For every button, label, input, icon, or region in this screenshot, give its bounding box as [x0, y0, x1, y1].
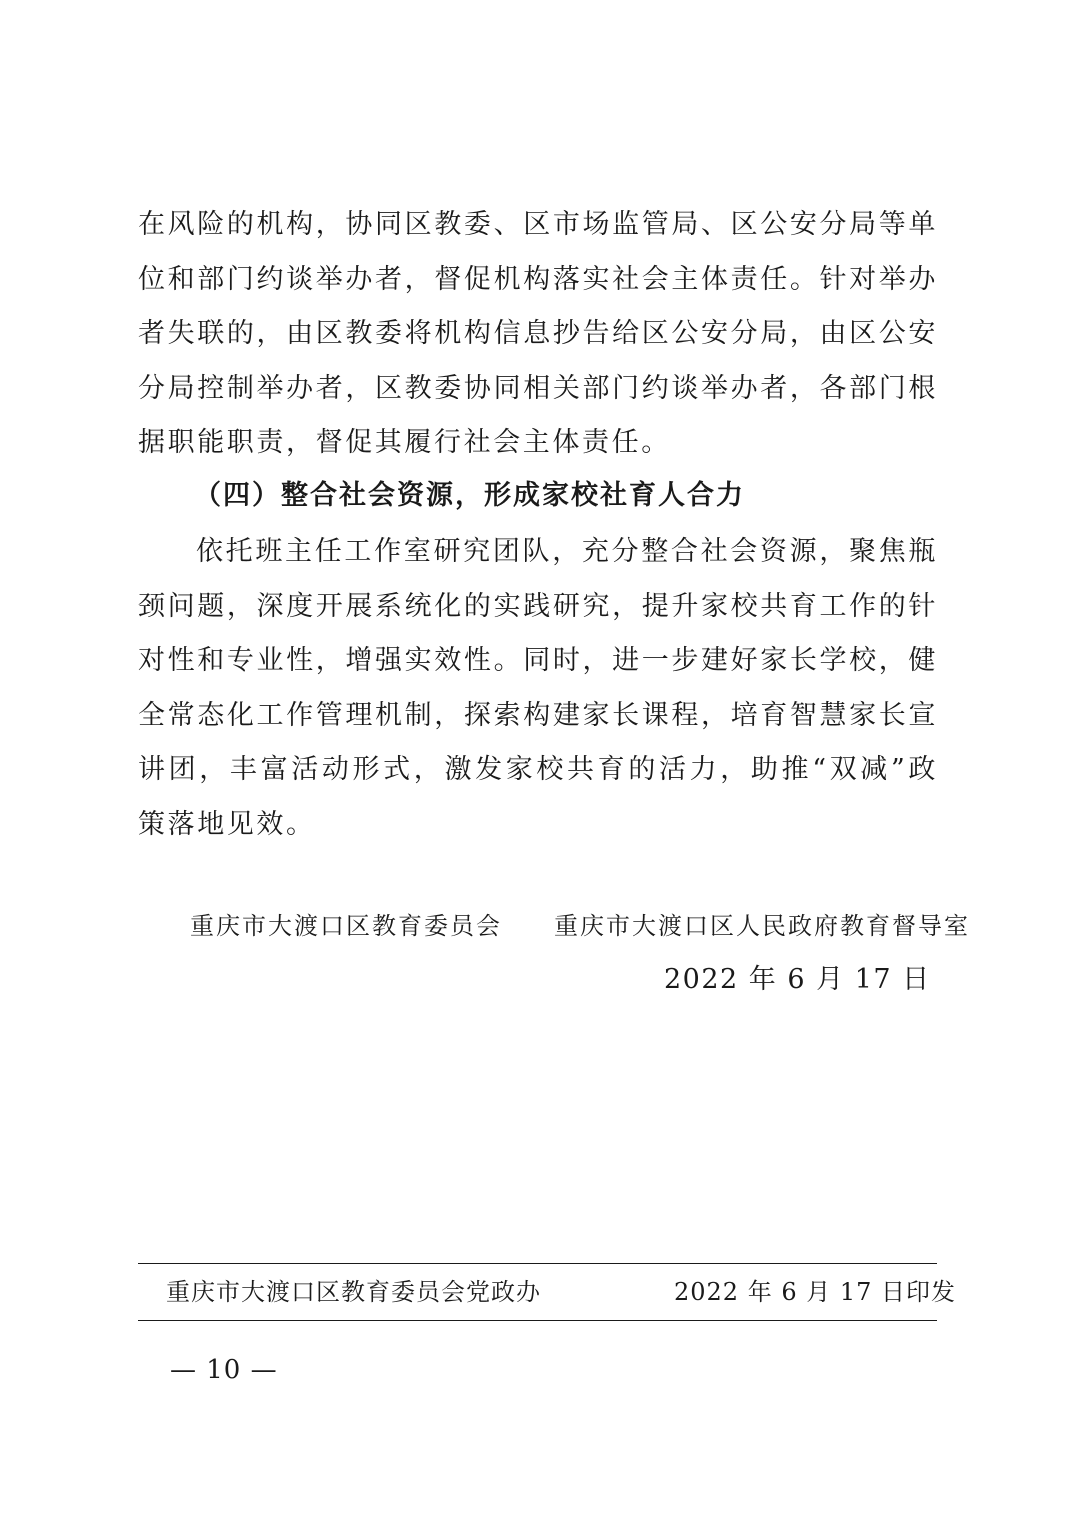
body-paragraph-1: 在风险的机构，协同区教委、区市场监管局、区公安分局等单位和部门约谈举办者，督促机构落实社会主体责任。针对举办者失联的，由区教委将机构信息抄告给区公安分局，由区公安分局控制举办者，区教委协同相关部门约谈举办者，各部门根据职能职责，督促其履行社会主体责任。: [138, 209, 938, 458]
page-number: — 10 —: [170, 1355, 278, 1385]
footer-issue-date: 2022 年 6 月 17 日印发: [674, 1278, 957, 1306]
section-heading-4: （四）整合社会资源，形成家校社育人合力: [194, 480, 745, 511]
footer-issuer: 重庆市大渡口区教育委员会党政办: [166, 1278, 541, 1306]
footer-bottom-rule: [138, 1320, 937, 1321]
signature-org-supervision-office: 重庆市大渡口区人民政府教育督导室: [554, 912, 970, 940]
signature-orgs: [190, 906, 970, 946]
signature-date: 2022 年 6 月 17 日: [664, 964, 931, 995]
body-paragraph-2: 依托班主任工作室研究团队，充分整合社会资源，聚焦瓶颈问题，深度开展系统化的实践研究，提升家校共育工作的针对性和专业性，增强实效性。同时，进一步建好家长学校，健全常态化工作管理机制，探索构建家长课程，培育智慧家长宣讲团，丰富活动形式，激发家校共育的活力，助推“双减”政策落地见效。: [138, 536, 938, 840]
signature-org-education-committee: 重庆市大渡口区教育委员会: [190, 912, 502, 940]
footer-top-rule: [138, 1263, 937, 1264]
